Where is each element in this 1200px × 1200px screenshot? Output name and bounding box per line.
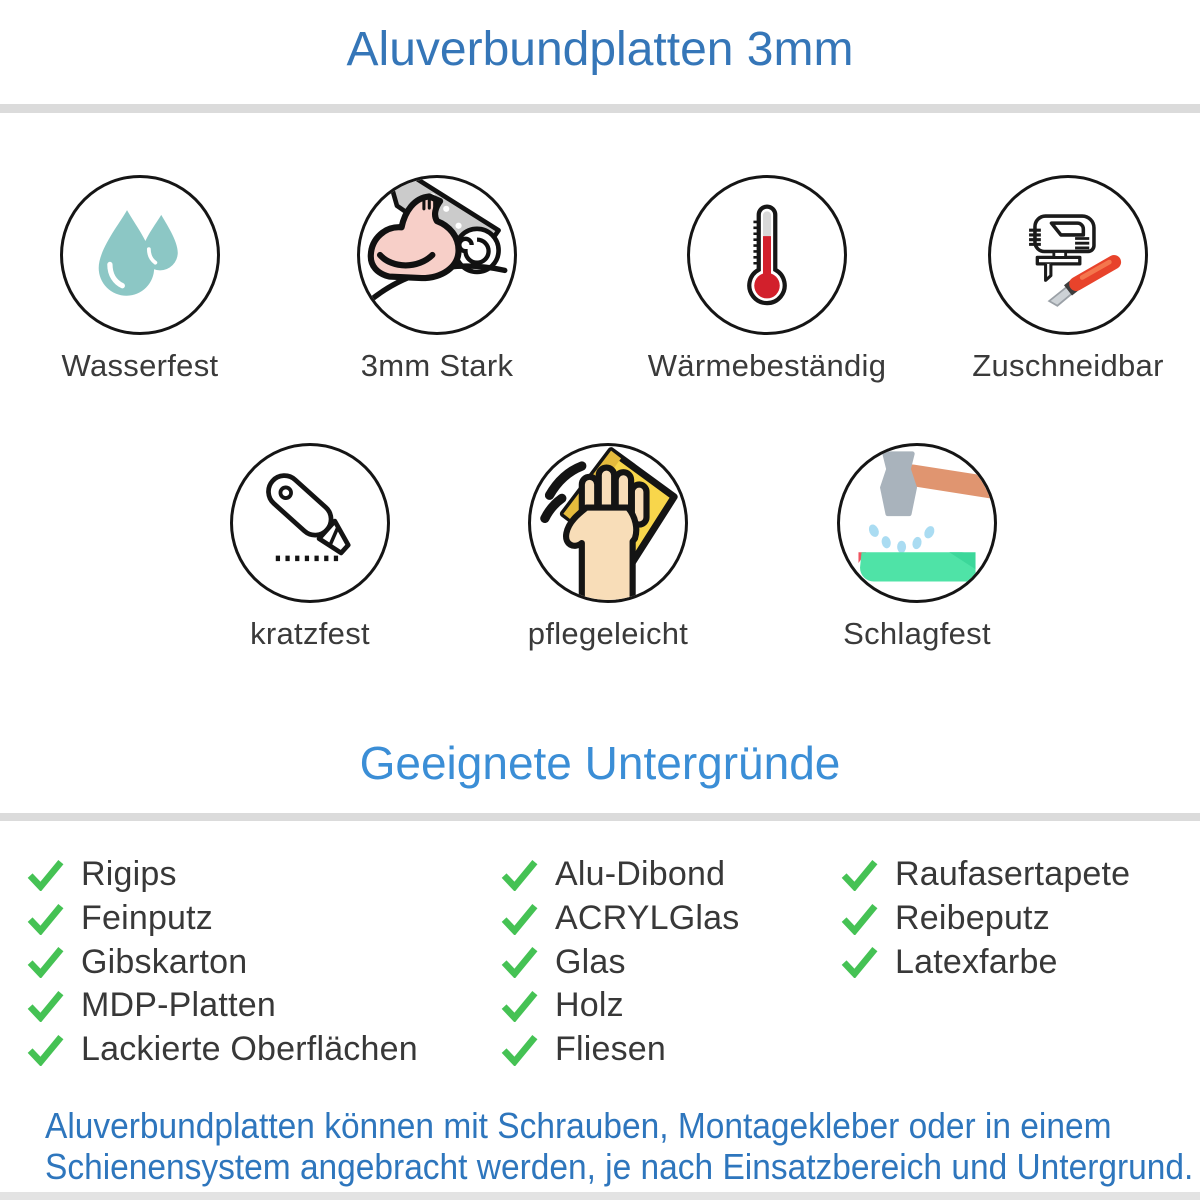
- check-icon: [841, 859, 878, 891]
- substrate-item: [27, 1028, 418, 1072]
- substrate-item: [501, 940, 739, 984]
- check-icon: [501, 1034, 538, 1066]
- check-icon: [27, 859, 64, 891]
- feature-label: 3mm Stark: [360, 348, 514, 383]
- divider-bottom: [0, 1192, 1200, 1200]
- feature-label: Schlagfest: [843, 616, 991, 651]
- substrate-label: Rigips: [81, 855, 177, 894]
- substrate-column-2: [501, 853, 739, 1071]
- check-icon: [501, 859, 538, 891]
- check-icon: [501, 903, 538, 935]
- mounting-note-line-2: Schienensystem angebracht werden, je nach Einsatzbereich und Untergrund.: [45, 1145, 1194, 1187]
- substrate-item: [501, 897, 739, 941]
- feature-waermebestaendig: [637, 175, 897, 384]
- substrate-label: Fliesen: [555, 1030, 667, 1069]
- substrate-item: [501, 853, 739, 897]
- utility-knife-icon: [230, 443, 390, 603]
- substrate-item: [27, 940, 418, 984]
- feature-label: pflegeleicht: [527, 616, 689, 651]
- substrate-item: [501, 984, 739, 1028]
- substrate-item: [27, 984, 418, 1028]
- substrate-label: Raufasertapete: [895, 855, 1131, 894]
- substrate-column-1: [27, 853, 418, 1071]
- bicep-panel-icon: [357, 175, 517, 335]
- page-title: Aluverbundplatten 3mm: [346, 23, 854, 76]
- feature-zuschneidbar: [938, 175, 1198, 384]
- thermometer-icon: [687, 175, 847, 335]
- jigsaw-knife-icon: [988, 175, 1148, 335]
- substrate-label: Reibeputz: [895, 899, 1050, 938]
- check-icon: [501, 990, 538, 1022]
- hammer-icon: [837, 443, 997, 603]
- check-icon: [27, 1034, 64, 1066]
- substrate-label: Glas: [555, 942, 626, 981]
- water-drops-icon: [60, 175, 220, 335]
- feature-label: Wasserfest: [61, 348, 219, 383]
- feature-3mm-stark: [307, 175, 567, 384]
- feature-pflegeleicht: [478, 443, 738, 652]
- section-title-untergruende: Geeignete Untergründe: [359, 737, 841, 789]
- hand-cloth-icon: [528, 443, 688, 603]
- divider-top: [0, 104, 1200, 113]
- substrate-item: [27, 853, 418, 897]
- feature-wasserfest: [10, 175, 270, 384]
- check-icon: [841, 946, 878, 978]
- check-icon: [27, 990, 64, 1022]
- mounting-note: [45, 1106, 1200, 1187]
- feature-schlagfest: [787, 443, 1047, 652]
- substrate-label: Holz: [555, 986, 624, 1025]
- substrate-item: [501, 1028, 739, 1072]
- substrate-column-3: [841, 853, 1130, 984]
- substrate-item: [841, 853, 1130, 897]
- substrate-item: [841, 940, 1130, 984]
- substrate-label: Latexfarbe: [895, 942, 1058, 981]
- substrate-item: [27, 897, 418, 941]
- check-icon: [841, 903, 878, 935]
- feature-label: Wärmebeständig: [647, 348, 887, 383]
- substrate-label: Lackierte Oberflächen: [81, 1030, 418, 1069]
- substrate-label: Alu-Dibond: [555, 855, 726, 894]
- mounting-note-line-1: Aluverbundplatten können mit Schrauben, Montagekleber oder in einem: [45, 1105, 1112, 1146]
- feature-label: kratzfest: [250, 616, 370, 651]
- substrate-label: ACRYLGlas: [555, 899, 740, 938]
- substrate-label: Feinputz: [81, 899, 214, 938]
- check-icon: [501, 946, 538, 978]
- feature-label: Zuschneidbar: [972, 348, 1164, 383]
- substrate-label: MDP-Platten: [81, 986, 276, 1025]
- check-icon: [27, 946, 64, 978]
- substrate-label: Gibskarton: [81, 942, 248, 981]
- feature-kratzfest: [180, 443, 440, 652]
- substrate-item: [841, 897, 1130, 941]
- check-icon: [27, 903, 64, 935]
- divider-middle: [0, 813, 1200, 821]
